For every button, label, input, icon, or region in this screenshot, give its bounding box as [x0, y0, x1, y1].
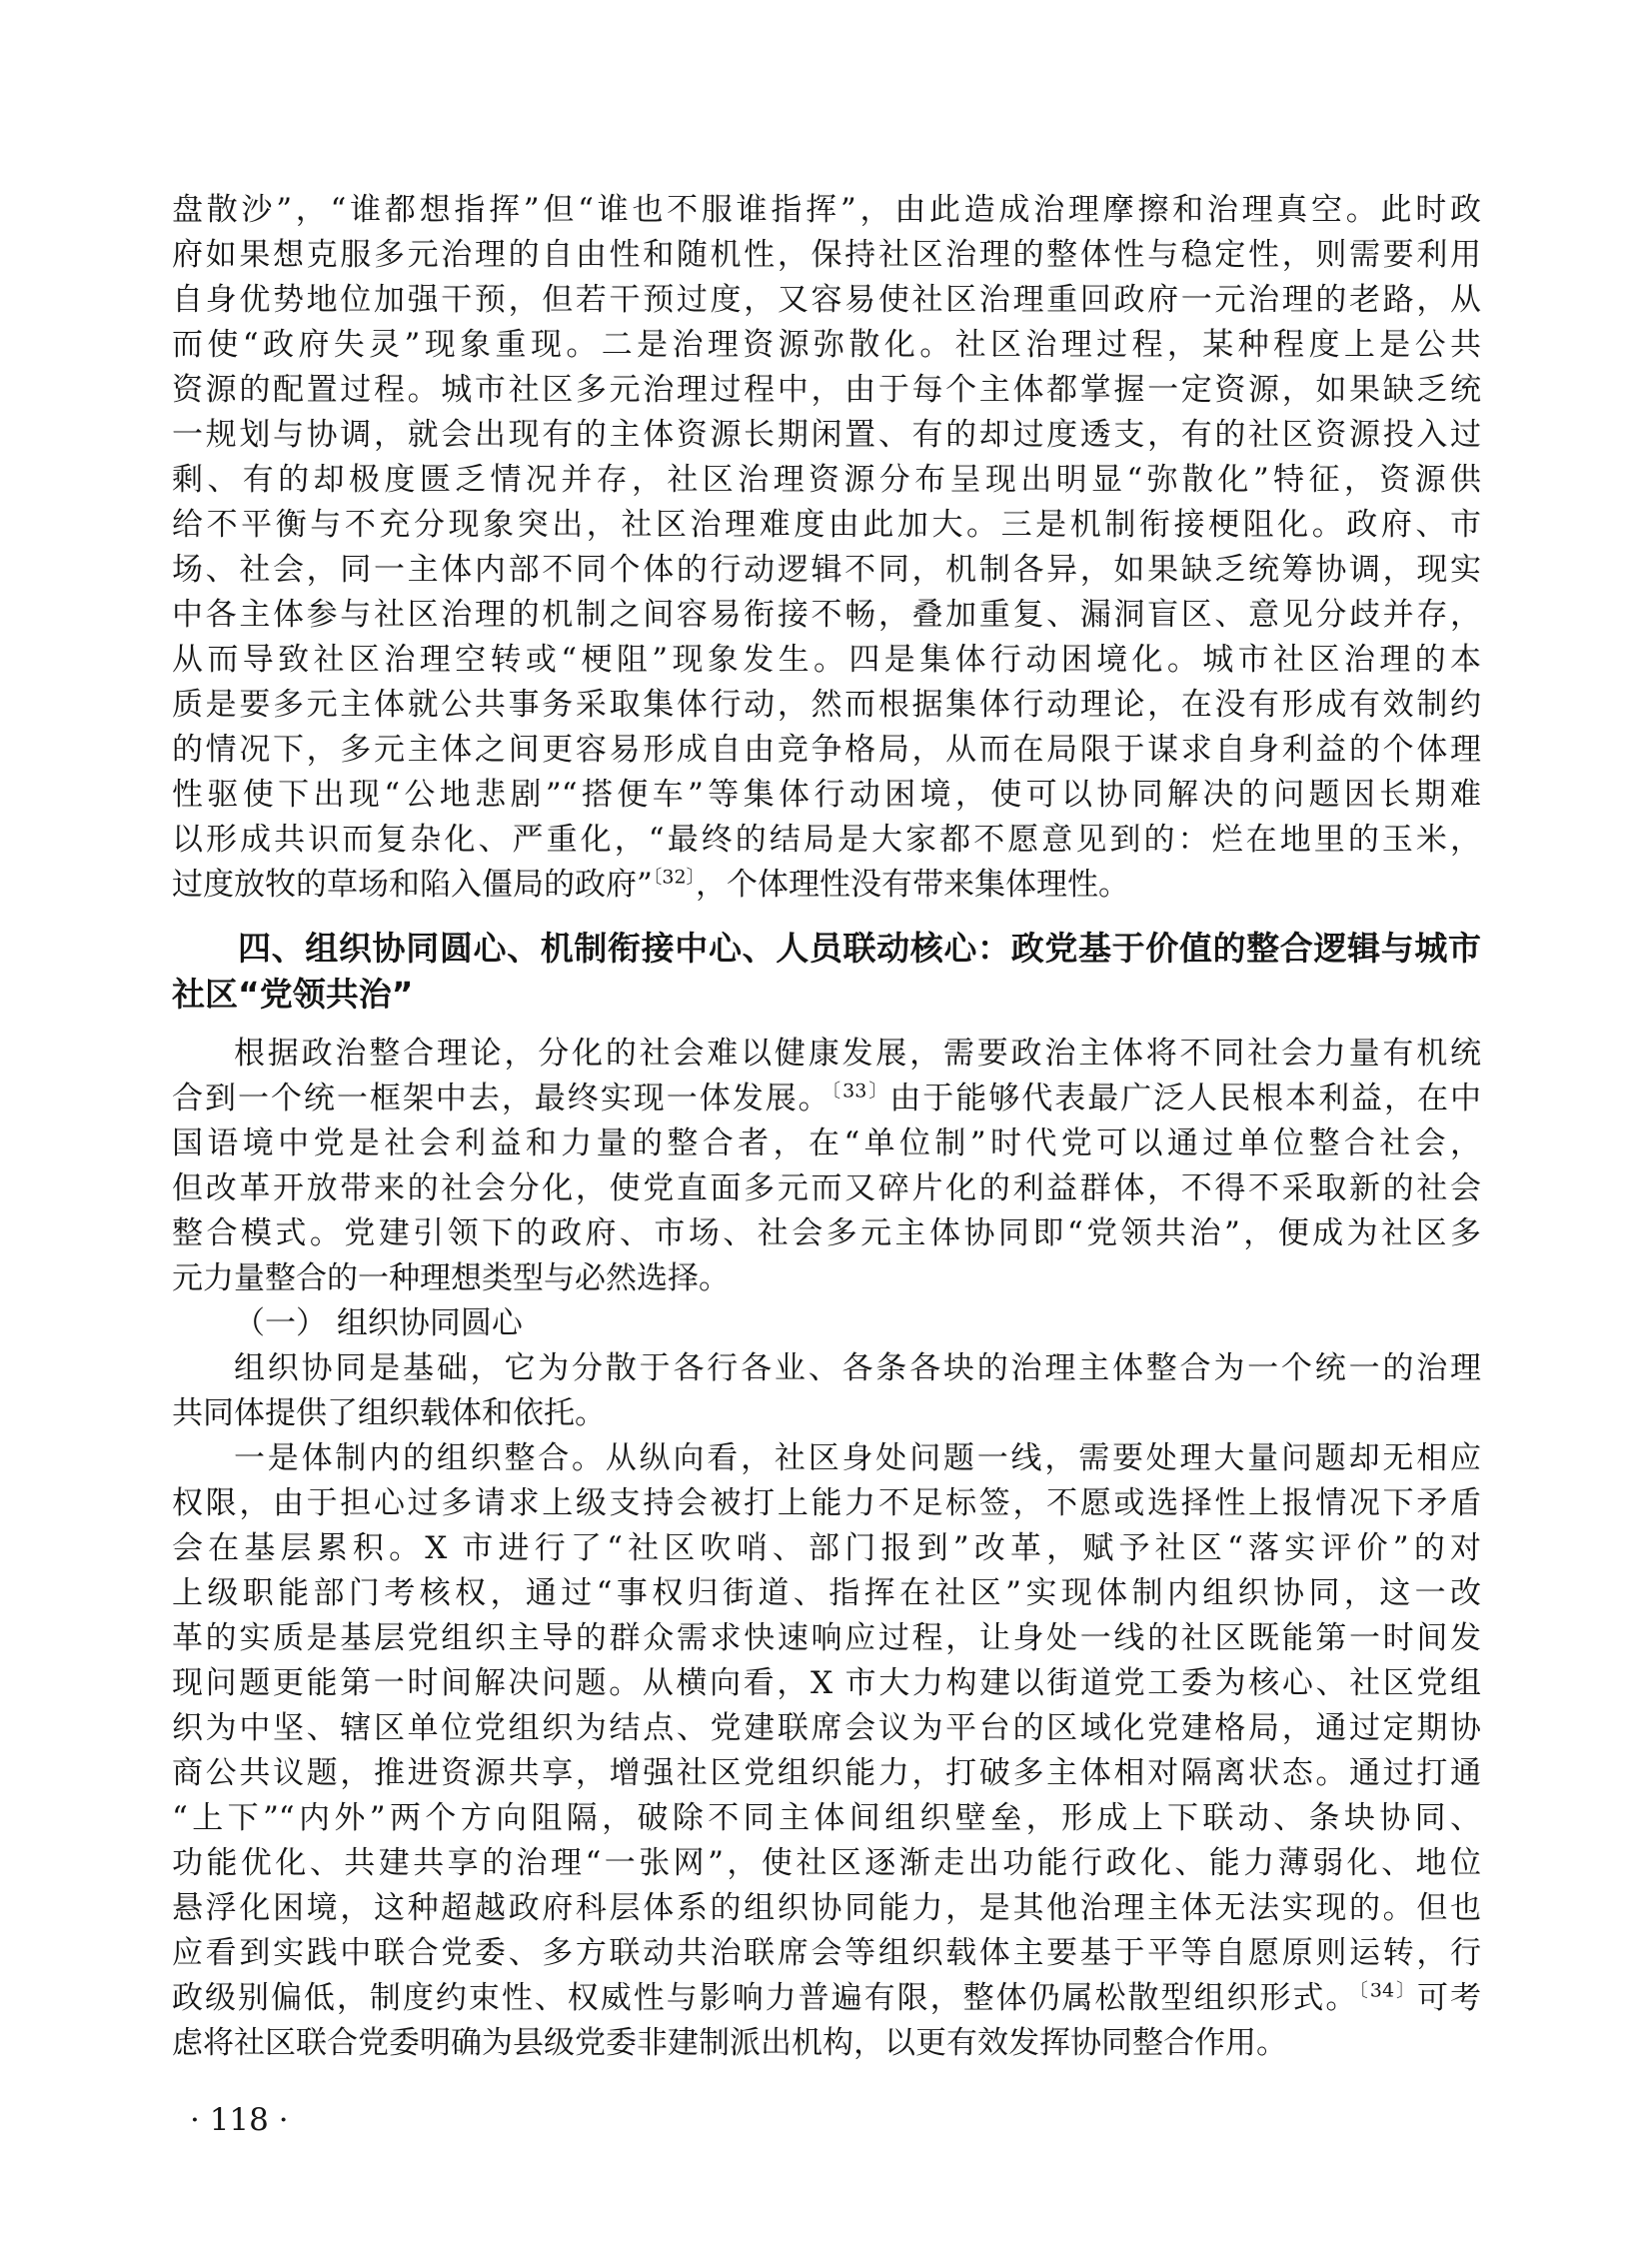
body-line: 而使“政府失灵”现象重现。二是治理资源弥散化。社区治理过程，某种程度上是公共 — [172, 327, 1481, 363]
body-line: 整合模式。党建引领下的政府、市场、社会多元主体协同即“党领共治”，便成为社区多 — [172, 1215, 1481, 1251]
body-line: 现问题更能第一时间解决问题。从横向看，X 市大力构建以街道党工委为核心、社区党组 — [172, 1665, 1481, 1701]
body-text: ，个体理性没有带来集体理性。 — [696, 867, 1130, 903]
section-heading — [172, 926, 1481, 1018]
body-text: 政级别偏低，制度约束性、权威性与影响力普遍有限，整体仍属松散型组织形式。 — [172, 1980, 1359, 2016]
paragraph — [172, 1032, 1481, 1301]
body-line: 中各主体参与社区治理的机制之间容易衔接不畅，叠加重复、漏洞盲区、意见分歧并存， — [172, 597, 1481, 633]
body-line: 权限，由于担心过多请求上级支持会被打上能力不足标签，不愿或选择性上报情况下矛盾 — [172, 1485, 1481, 1521]
paragraph — [172, 1346, 1481, 1436]
body-line: 根据政治整合理论，分化的社会难以健康发展，需要政治主体将不同社会力量有机统 — [234, 1036, 1481, 1072]
body-line — [172, 1976, 1481, 2021]
body-line: 革的实质是基层党组织主导的群众需求快速响应过程，让身处一线的社区既能第一时间发 — [172, 1620, 1481, 1656]
text-block — [172, 188, 1481, 2143]
body-text: 可考 — [1417, 1980, 1481, 2016]
body-line: 的情况下，多元主体之间更容易形成自由竞争格局，从而在局限于谋求自身利益的个体理 — [172, 732, 1481, 768]
section-heading-line: 社区“党领共治” — [172, 975, 414, 1014]
body-line: 组织协同是基础，它为分散于各行各业、各条各块的治理主体整合为一个统一的治理 — [234, 1350, 1481, 1386]
footnote-ref: 〔33〕 — [830, 1080, 890, 1103]
body-line — [172, 1077, 1481, 1122]
body-line: 给不平衡与不充分现象突出，社区治理难度由此加大。三是机制衔接梗阻化。政府、市 — [172, 507, 1481, 543]
body-text: 合到一个统一框架中去，最终实现一体发展。 — [172, 1081, 831, 1117]
paragraph — [172, 188, 1481, 908]
body-line: 自身优势地位加强干预，但若干预过度，又容易使社区治理重回政府一元治理的老路，从 — [172, 282, 1481, 318]
body-line: 资源的配置过程。城市社区多元治理过程中，由于每个主体都掌握一定资源，如果缺乏统 — [172, 372, 1481, 408]
body-line: 功能优化、共建共享的治理“一张网”，使社区逐渐走出功能行政化、能力薄弱化、地位 — [172, 1845, 1481, 1881]
body-line: 共同体提供了组织载体和依托。 — [172, 1395, 606, 1431]
footnote-ref: 〔34〕 — [1358, 1979, 1418, 2002]
body-line: 质是要多元主体就公共事务采取集体行动，然而根据集体行动理论，在没有形成有效制约 — [172, 687, 1481, 723]
body-line: 盘散沙”，“谁都想指挥”但“谁也不服谁指挥”，由此造成治理摩擦和治理真空。此时政 — [172, 192, 1481, 228]
body-line: 以形成共识而复杂化、严重化，“最终的结局是大家都不愿意见到的：烂在地里的玉米， — [172, 822, 1481, 858]
body-line: 元力量整合的一种理想类型与必然选择。 — [172, 1260, 730, 1296]
body-line: 剩、有的却极度匮乏情况并存，社区治理资源分布呈现出明显“弥散化”特征，资源供 — [172, 462, 1481, 498]
body-line: 一规划与协调，就会出现有的主体资源长期闲置、有的却过度透支，有的社区资源投入过 — [172, 417, 1481, 453]
body-line: 商公共议题，推进资源共享，增强社区党组织能力，打破多主体相对隔离状态。通过打通 — [172, 1755, 1481, 1791]
body-line: 虑将社区联合党委明确为县级党委非建制派出机构，以更有效发挥协同整合作用。 — [172, 2025, 1287, 2061]
body-line: “上下”“内外”两个方向阻隔，破除不同主体间组织壁垒，形成上下联动、条块协同、 — [172, 1800, 1481, 1836]
body-line: 会在基层累积。X 市进行了“社区吹哨、部门报到”改革，赋予社区“落实评价”的对 — [172, 1530, 1481, 1566]
sub-heading: （一） 组织协同圆心 — [234, 1305, 523, 1341]
body-line: 性驱使下出现“公地悲剧”“搭便车”等集体行动困境，使可以协同解决的问题因长期难 — [172, 777, 1481, 813]
body-line: 国语境中党是社会利益和力量的整合者，在“单位制”时代党可以通过单位整合社会， — [172, 1125, 1481, 1161]
paragraph — [172, 1436, 1481, 2066]
body-text: 由于能够代表最广泛人民根本利益，在中 — [889, 1081, 1481, 1117]
body-line: 从而导致社区治理空转或“梗阻”现象发生。四是集体行动困境化。城市社区治理的本 — [172, 642, 1481, 678]
footnote-ref: 〔32〕 — [652, 866, 697, 889]
body-line: 上级职能部门考核权，通过“事权归街道、指挥在社区”实现体制内组织协同，这一改 — [172, 1575, 1481, 1611]
body-line: 一是体制内的组织整合。从纵向看，社区身处问题一线，需要处理大量问题却无相应 — [234, 1440, 1481, 1476]
body-line: 但改革开放带来的社会分化，使党直面多元而又碎片化的利益群体，不得不采取新的社会 — [172, 1170, 1481, 1206]
body-line: 悬浮化困境，这种超越政府科层体系的组织协同能力，是其他治理主体无法实现的。但也 — [172, 1890, 1481, 1926]
body-line — [172, 863, 1481, 908]
body-text: 过度放牧的草场和陷入僵局的政府” — [172, 867, 653, 903]
section-heading-line: 四、组织协同圆心、机制衔接中心、人员联动核心：政党基于价值的整合逻辑与城市 — [238, 929, 1481, 968]
body-line: 府如果想克服多元治理的自由性和随机性，保持社区治理的整体性与稳定性，则需要利用 — [172, 237, 1481, 273]
body-line: 织为中坚、辖区单位党组织为结点、党建联席会议为平台的区域化党建格局，通过定期协 — [172, 1710, 1481, 1746]
body-line: 场、社会，同一主体内部不同个体的行动逻辑不同，机制各异，如果缺乏统筹协调，现实 — [172, 552, 1481, 588]
page-number: · 118 · — [190, 2102, 289, 2138]
body-line: 应看到实践中联合党委、多方联动共治联席会等组织载体主要基于平等自愿原则运转，行 — [172, 1935, 1481, 1971]
